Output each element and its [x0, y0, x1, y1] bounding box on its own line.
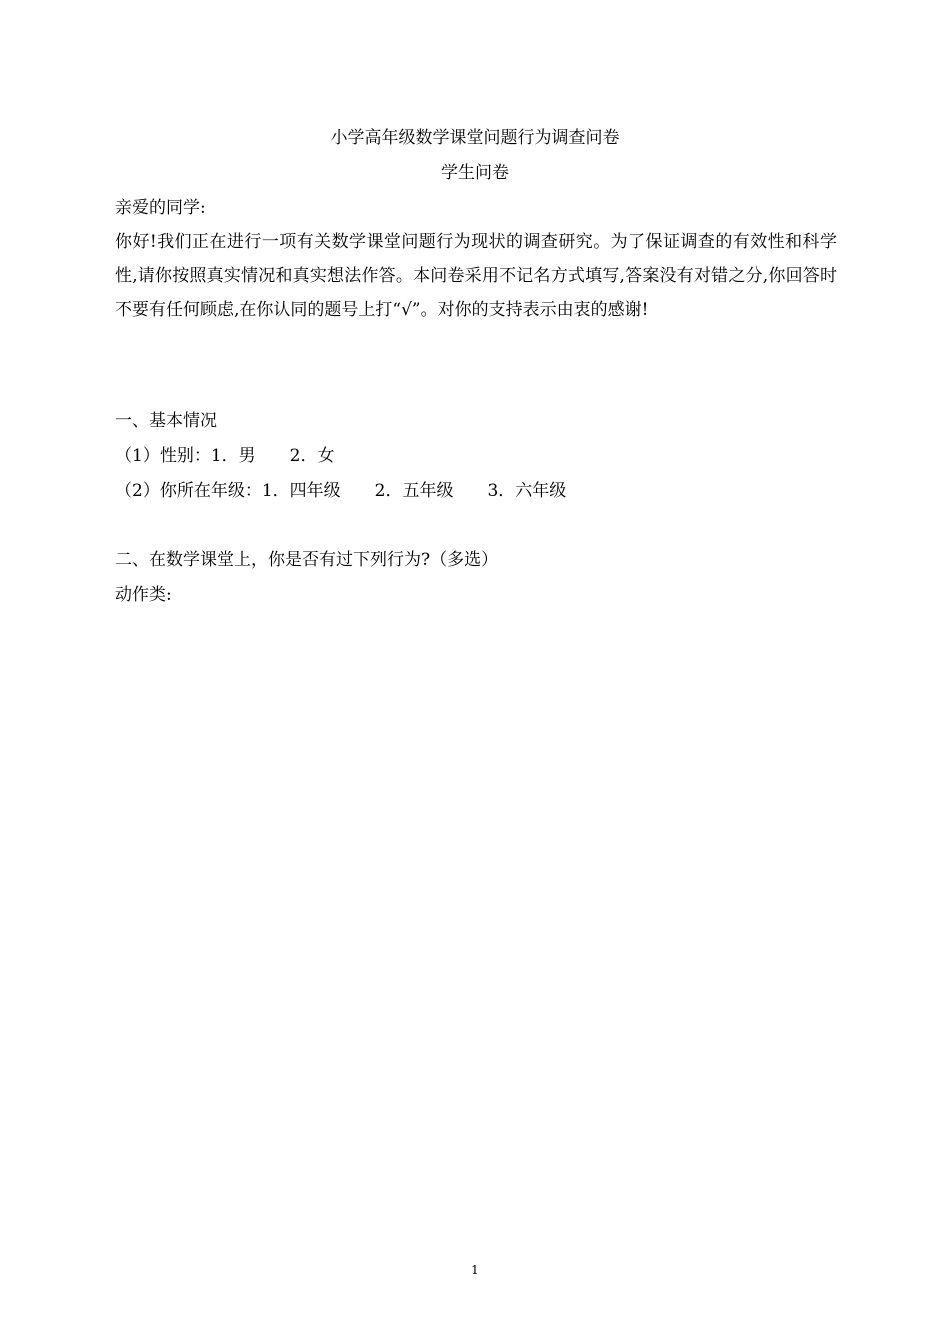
gender-option-male[interactable]: 1．男	[210, 446, 256, 466]
question-gender	[115, 444, 334, 468]
section2-category: 动作类:	[115, 585, 172, 605]
section1-heading: 一、基本情况	[115, 411, 217, 431]
grade-option-4[interactable]: 1．四年级	[261, 481, 341, 501]
intro-paragraph: 你好!我们正在进行一项有关数学课堂问题行为现状的调查研究。为了保证调查的有效性和科学性,请你按照真实情况和真实想法作答。本问卷采用不记名方式填写,答案没有对错之分,你回答时不要有任何顾虑,在你认同的题号上打“√”。对你的支持表示由衷的感谢!	[115, 232, 837, 320]
section2-heading: 二、在数学课堂上，你是否有过下列行为?（多选）	[115, 550, 499, 570]
question-gender-label: （1）性别：	[115, 446, 211, 466]
grade-option-6[interactable]: 3．六年级	[487, 481, 567, 501]
question-grade-label: （2）你所在年级：	[115, 481, 262, 501]
gender-option-female[interactable]: 2．女	[289, 446, 335, 466]
grade-option-5[interactable]: 2．五年级	[374, 481, 454, 501]
question-grade	[115, 479, 566, 503]
greeting: 亲爱的同学:	[115, 198, 206, 218]
page-number: 1	[471, 1263, 479, 1277]
document-subtitle: 学生问卷	[441, 163, 509, 183]
document-title: 小学高年级数学课堂问题行为调查问卷	[330, 128, 620, 148]
